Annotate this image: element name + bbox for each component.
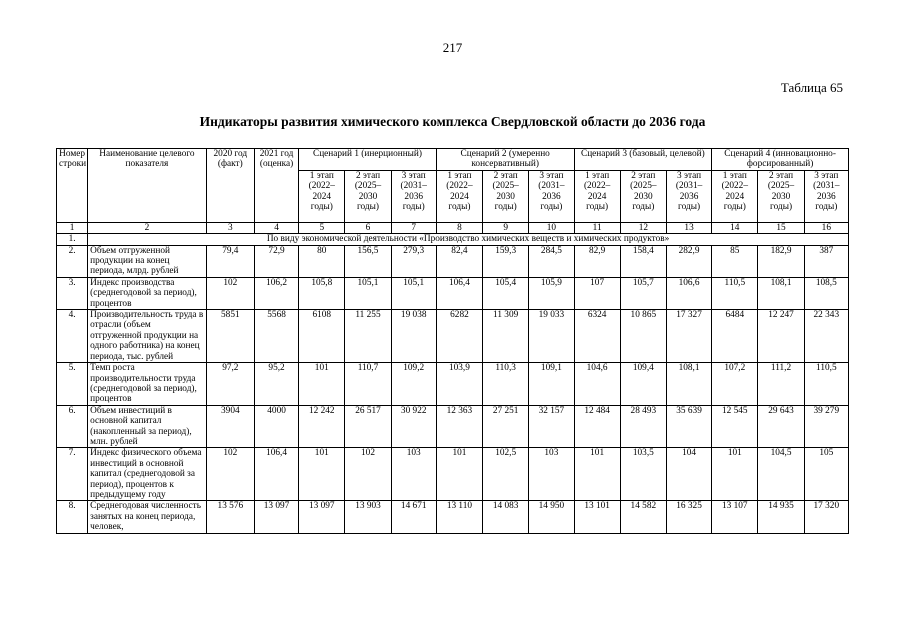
table-row — [57, 405, 849, 448]
indicator-value: 110,7 — [345, 363, 391, 406]
indicator-value: 6282 — [436, 310, 482, 363]
header-scenario-4: Сценарий 4 (инновационно-форсированный) — [712, 149, 849, 171]
column-number: 16 — [804, 222, 848, 233]
indicator-value: 6108 — [299, 310, 345, 363]
indicators-table — [56, 148, 849, 534]
indicator-name: Производительность труда в отрасли (объем отгруженной продукции на одного работника) на конец периода, тыс. рублей — [88, 310, 207, 363]
indicator-value: 22 343 — [804, 310, 848, 363]
section-title: По виду экономической деятельности «Производство химических веществ и химических продуктов» — [88, 234, 849, 245]
indicator-value: 30 922 — [391, 405, 436, 448]
row-number: 7. — [57, 448, 88, 501]
indicator-value: 17 320 — [804, 501, 848, 533]
row-number: 4. — [57, 310, 88, 363]
indicator-value: 108,1 — [666, 363, 711, 406]
indicator-value: 82,9 — [574, 245, 620, 277]
table-row — [57, 245, 849, 277]
indicator-value: 12 363 — [436, 405, 482, 448]
indicator-value: 109,4 — [620, 363, 666, 406]
indicator-name: Индекс физического объема инвестиций в основной капитал (среднегодовой за период), процентов к предыдущему году — [88, 448, 207, 501]
indicator-value: 182,9 — [758, 245, 804, 277]
indicator-value: 3904 — [206, 405, 254, 448]
table-row — [57, 363, 849, 406]
indicator-value: 13 576 — [206, 501, 254, 533]
indicator-value: 109,2 — [391, 363, 436, 406]
header-indicator-name: Наименование целевого показателя — [88, 149, 207, 223]
indicator-value: 279,3 — [391, 245, 436, 277]
indicator-value: 14 671 — [391, 501, 436, 533]
stage-header: 3 этап (2031–2036 годы) — [391, 170, 436, 222]
indicator-value: 159,3 — [483, 245, 529, 277]
indicator-value: 103 — [529, 448, 574, 501]
indicator-value: 105,1 — [391, 277, 436, 309]
indicator-value: 104 — [666, 448, 711, 501]
stage-header: 3 этап (2031–2036 годы) — [666, 170, 711, 222]
header-scenario-2: Сценарий 2 (умеренно консервативный) — [436, 149, 574, 171]
indicator-value: 82,4 — [436, 245, 482, 277]
stage-header: 1 этап (2022–2024 годы) — [436, 170, 482, 222]
stage-header: 2 этап (2025–2030 годы) — [758, 170, 804, 222]
indicator-value: 27 251 — [483, 405, 529, 448]
stage-header: 3 этап (2031–2036 годы) — [804, 170, 848, 222]
indicator-value: 110,5 — [712, 277, 758, 309]
indicator-value: 105,1 — [345, 277, 391, 309]
stage-header: 2 этап (2025–2030 годы) — [483, 170, 529, 222]
document-title: Индикаторы развития химического комплекса Свердловской области до 2036 года — [199, 114, 706, 129]
indicator-value: 387 — [804, 245, 848, 277]
indicator-value: 10 865 — [620, 310, 666, 363]
indicator-value: 105,7 — [620, 277, 666, 309]
indicator-value: 39 279 — [804, 405, 848, 448]
indicator-value: 106,4 — [436, 277, 482, 309]
indicator-value: 13 107 — [712, 501, 758, 533]
column-number: 4 — [254, 222, 298, 233]
indicator-value: 107,2 — [712, 363, 758, 406]
indicator-value: 108,5 — [804, 277, 848, 309]
indicator-value: 284,5 — [529, 245, 574, 277]
indicator-value: 19 038 — [391, 310, 436, 363]
indicator-value: 101 — [712, 448, 758, 501]
stage-header: 1 этап (2022–2024 годы) — [712, 170, 758, 222]
row-number: 6. — [57, 405, 88, 448]
indicator-value: 105,8 — [299, 277, 345, 309]
stage-header: 3 этап (2031–2036 годы) — [529, 170, 574, 222]
indicator-value: 101 — [574, 448, 620, 501]
indicator-value: 106,2 — [254, 277, 298, 309]
indicator-value: 110,3 — [483, 363, 529, 406]
indicator-value: 106,6 — [666, 277, 711, 309]
indicator-value: 12 545 — [712, 405, 758, 448]
indicator-value: 72,9 — [254, 245, 298, 277]
indicator-value: 32 157 — [529, 405, 574, 448]
column-number: 12 — [620, 222, 666, 233]
indicator-value: 13 101 — [574, 501, 620, 533]
table-label: Таблица 65 — [780, 80, 843, 95]
indicator-value: 13 110 — [436, 501, 482, 533]
header-scenario-1: Сценарий 1 (инерционный) — [299, 149, 437, 171]
stage-header: 1 этап (2022–2024 годы) — [574, 170, 620, 222]
indicator-value: 111,2 — [758, 363, 804, 406]
column-number: 9 — [483, 222, 529, 233]
column-numbers-row — [57, 222, 849, 233]
indicator-value: 106,4 — [254, 448, 298, 501]
stage-header: 1 этап (2022–2024 годы) — [299, 170, 345, 222]
header-scenario-3: Сценарий 3 (базовый, целевой) — [574, 149, 712, 171]
table-row — [57, 448, 849, 501]
indicator-value: 6324 — [574, 310, 620, 363]
header-year-2021: 2021 год (оценка) — [254, 149, 298, 223]
indicator-value: 103 — [391, 448, 436, 501]
indicator-value: 13 097 — [299, 501, 345, 533]
indicator-value: 17 327 — [666, 310, 711, 363]
table-row — [57, 501, 849, 533]
indicator-value: 102,5 — [483, 448, 529, 501]
indicator-value: 12 242 — [299, 405, 345, 448]
indicator-value: 13 903 — [345, 501, 391, 533]
section-row — [57, 234, 849, 245]
indicator-name: Среднегодовая численность занятых на конец периода, человек, — [88, 501, 207, 533]
indicator-value: 102 — [206, 448, 254, 501]
indicator-value: 12 247 — [758, 310, 804, 363]
indicator-value: 16 325 — [666, 501, 711, 533]
table-row — [57, 310, 849, 363]
column-number: 8 — [436, 222, 482, 233]
column-number: 13 — [666, 222, 711, 233]
indicator-value: 104,5 — [758, 448, 804, 501]
indicator-value: 97,2 — [206, 363, 254, 406]
indicator-value: 13 097 — [254, 501, 298, 533]
indicator-value: 156,5 — [345, 245, 391, 277]
indicator-name: Темп роста производительности труда (среднегодовой за период), процентов — [88, 363, 207, 406]
table-row — [57, 277, 849, 309]
indicator-value: 105,4 — [483, 277, 529, 309]
indicator-value: 80 — [299, 245, 345, 277]
column-number: 7 — [391, 222, 436, 233]
indicator-value: 5568 — [254, 310, 298, 363]
page-number: 217 — [442, 40, 463, 55]
column-number: 11 — [574, 222, 620, 233]
indicator-value: 103,9 — [436, 363, 482, 406]
indicator-value: 12 484 — [574, 405, 620, 448]
indicator-value: 26 517 — [345, 405, 391, 448]
stage-header: 2 этап (2025–2030 годы) — [345, 170, 391, 222]
indicator-value: 101 — [299, 363, 345, 406]
row-number: 3. — [57, 277, 88, 309]
column-number: 2 — [88, 222, 207, 233]
row-number: 5. — [57, 363, 88, 406]
indicator-value: 5851 — [206, 310, 254, 363]
indicator-value: 105,9 — [529, 277, 574, 309]
indicator-value: 28 493 — [620, 405, 666, 448]
indicator-name: Объем отгруженной продукции на конец периода, млрд. рублей — [88, 245, 207, 277]
indicator-value: 79,4 — [206, 245, 254, 277]
section-number: 1. — [57, 234, 88, 245]
indicator-value: 14 935 — [758, 501, 804, 533]
header-row-number: Номер строки — [57, 149, 88, 223]
indicator-value: 107 — [574, 277, 620, 309]
indicator-value: 29 643 — [758, 405, 804, 448]
header-year-2020: 2020 год (факт) — [206, 149, 254, 223]
indicator-value: 108,1 — [758, 277, 804, 309]
indicator-value: 102 — [206, 277, 254, 309]
row-number: 8. — [57, 501, 88, 533]
indicator-name: Объем инвестиций в основной капитал (накопленный за период), млн. рублей — [88, 405, 207, 448]
indicator-value: 102 — [345, 448, 391, 501]
indicator-value: 11 309 — [483, 310, 529, 363]
indicator-value: 158,4 — [620, 245, 666, 277]
indicator-name: Индекс производства (среднегодовой за период), процентов — [88, 277, 207, 309]
column-number: 14 — [712, 222, 758, 233]
row-number: 2. — [57, 245, 88, 277]
indicator-value: 11 255 — [345, 310, 391, 363]
indicator-value: 105 — [804, 448, 848, 501]
indicator-value: 103,5 — [620, 448, 666, 501]
indicator-value: 101 — [299, 448, 345, 501]
indicator-value: 104,6 — [574, 363, 620, 406]
column-number: 3 — [206, 222, 254, 233]
column-number: 10 — [529, 222, 574, 233]
indicator-value: 14 582 — [620, 501, 666, 533]
indicator-value: 109,1 — [529, 363, 574, 406]
column-number: 5 — [299, 222, 345, 233]
indicator-value: 95,2 — [254, 363, 298, 406]
indicator-value: 19 033 — [529, 310, 574, 363]
header-row-1 — [57, 149, 849, 171]
indicator-value: 6484 — [712, 310, 758, 363]
indicator-value: 85 — [712, 245, 758, 277]
indicator-value: 4000 — [254, 405, 298, 448]
indicator-value: 35 639 — [666, 405, 711, 448]
column-number: 1 — [57, 222, 88, 233]
column-number: 6 — [345, 222, 391, 233]
indicator-value: 282,9 — [666, 245, 711, 277]
column-number: 15 — [758, 222, 804, 233]
indicator-value: 14 950 — [529, 501, 574, 533]
indicator-value: 110,5 — [804, 363, 848, 406]
stage-header: 2 этап (2025–2030 годы) — [620, 170, 666, 222]
indicator-value: 101 — [436, 448, 482, 501]
indicator-value: 14 083 — [483, 501, 529, 533]
